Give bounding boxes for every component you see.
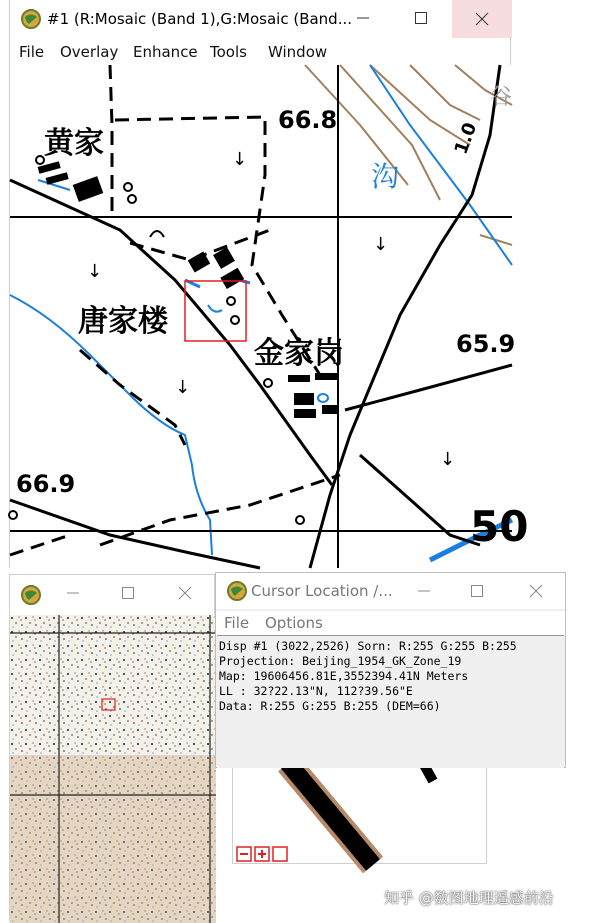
- label-elev-668: 66.8: [278, 106, 338, 134]
- label-huangjia: 黄家: [44, 126, 104, 161]
- close-icon: [530, 585, 542, 597]
- cursor-menubar: [216, 611, 565, 635]
- svg-text:↓: ↓: [373, 234, 389, 255]
- svg-text:↓: ↓: [87, 261, 103, 282]
- zoom-window: [232, 762, 487, 864]
- zoom-controls[interactable]: [237, 847, 287, 861]
- cursor-info-line-map: Map: 19606456.81E,3552394.41N Meters: [219, 669, 469, 683]
- main-titlebar[interactable]: [10, 0, 510, 36]
- close-button[interactable]: [452, 0, 512, 38]
- overview-minimize-button[interactable]: [50, 575, 96, 611]
- minimize-button[interactable]: [340, 0, 386, 36]
- label-corner-gu: 谷: [490, 85, 513, 110]
- label-road-num: 50: [470, 502, 529, 551]
- cursor-info-line-data: Data: R:255 G:255 B:255 (DEM=66): [219, 699, 441, 713]
- overview-close-button[interactable]: [162, 575, 208, 611]
- label-elev-659: 65.9: [456, 330, 516, 358]
- minimize-icon: [418, 585, 430, 597]
- overview-titlebar[interactable]: [10, 575, 214, 613]
- zoom-reset-button[interactable]: [273, 847, 287, 861]
- close-icon: [179, 587, 191, 599]
- cursor-info-line-projection: Projection: Beijing_1954_GK_Zone_19: [219, 654, 462, 668]
- label-river-gou: 沟: [371, 160, 400, 193]
- overview-canvas[interactable]: [10, 615, 216, 923]
- label-road-sign: 1.0: [450, 119, 482, 158]
- menu-tools[interactable]: Tools: [210, 43, 247, 61]
- svg-text:↓: ↓: [440, 449, 456, 470]
- label-jinjiagang: 金家岗: [254, 336, 344, 371]
- close-icon: [476, 13, 488, 25]
- cursor-window-title: Cursor Location /...: [251, 582, 393, 600]
- cursor-minimize-button[interactable]: [401, 573, 447, 609]
- maximize-icon: [122, 587, 134, 599]
- cursor-maximize-button[interactable]: [454, 573, 500, 609]
- svg-text:↓: ↓: [175, 377, 191, 398]
- label-elev-669: 66.9: [16, 470, 76, 498]
- overview-window: [9, 574, 215, 922]
- overview-maximize-button[interactable]: [105, 575, 151, 611]
- cursor-location-window: [215, 572, 566, 768]
- menu-overlay[interactable]: Overlay: [60, 43, 119, 61]
- menu-enhance[interactable]: Enhance: [133, 43, 198, 61]
- app-globe-icon: [20, 8, 42, 30]
- menu-file[interactable]: File: [19, 43, 45, 61]
- main-display-window: [9, 0, 529, 568]
- cursor-info-panel: [217, 635, 564, 768]
- zoom-canvas[interactable]: [233, 763, 488, 865]
- minimize-icon: [67, 587, 79, 599]
- app-globe-icon: [20, 584, 42, 606]
- label-tangjialou: 唐家楼: [78, 304, 168, 339]
- svg-text:↓: ↓: [232, 149, 248, 170]
- cursor-info-line-ll: LL : 32?22.13"N, 112?39.56"E: [219, 684, 413, 698]
- cursor-titlebar[interactable]: [216, 573, 565, 609]
- maximize-button[interactable]: [398, 0, 444, 36]
- maximize-icon: [415, 12, 427, 24]
- cursor-menu-options[interactable]: Options: [265, 614, 323, 632]
- menu-window[interactable]: Window: [268, 43, 328, 61]
- maximize-icon: [471, 585, 483, 597]
- main-menubar: [10, 39, 510, 65]
- cursor-menu-file[interactable]: File: [224, 614, 250, 632]
- main-window-title: #1 (R:Mosaic (Band 1),G:Mosaic (Band...: [47, 10, 353, 28]
- minimize-icon: [357, 12, 369, 24]
- cursor-info-line-disp: Disp #1 (3022,2526) Sorn: R:255 G:255 B:255: [219, 639, 517, 653]
- watermark-text: 知乎 @数图地理遥感前沿: [384, 889, 554, 907]
- cursor-close-button[interactable]: [513, 573, 559, 609]
- app-globe-icon: [226, 580, 248, 602]
